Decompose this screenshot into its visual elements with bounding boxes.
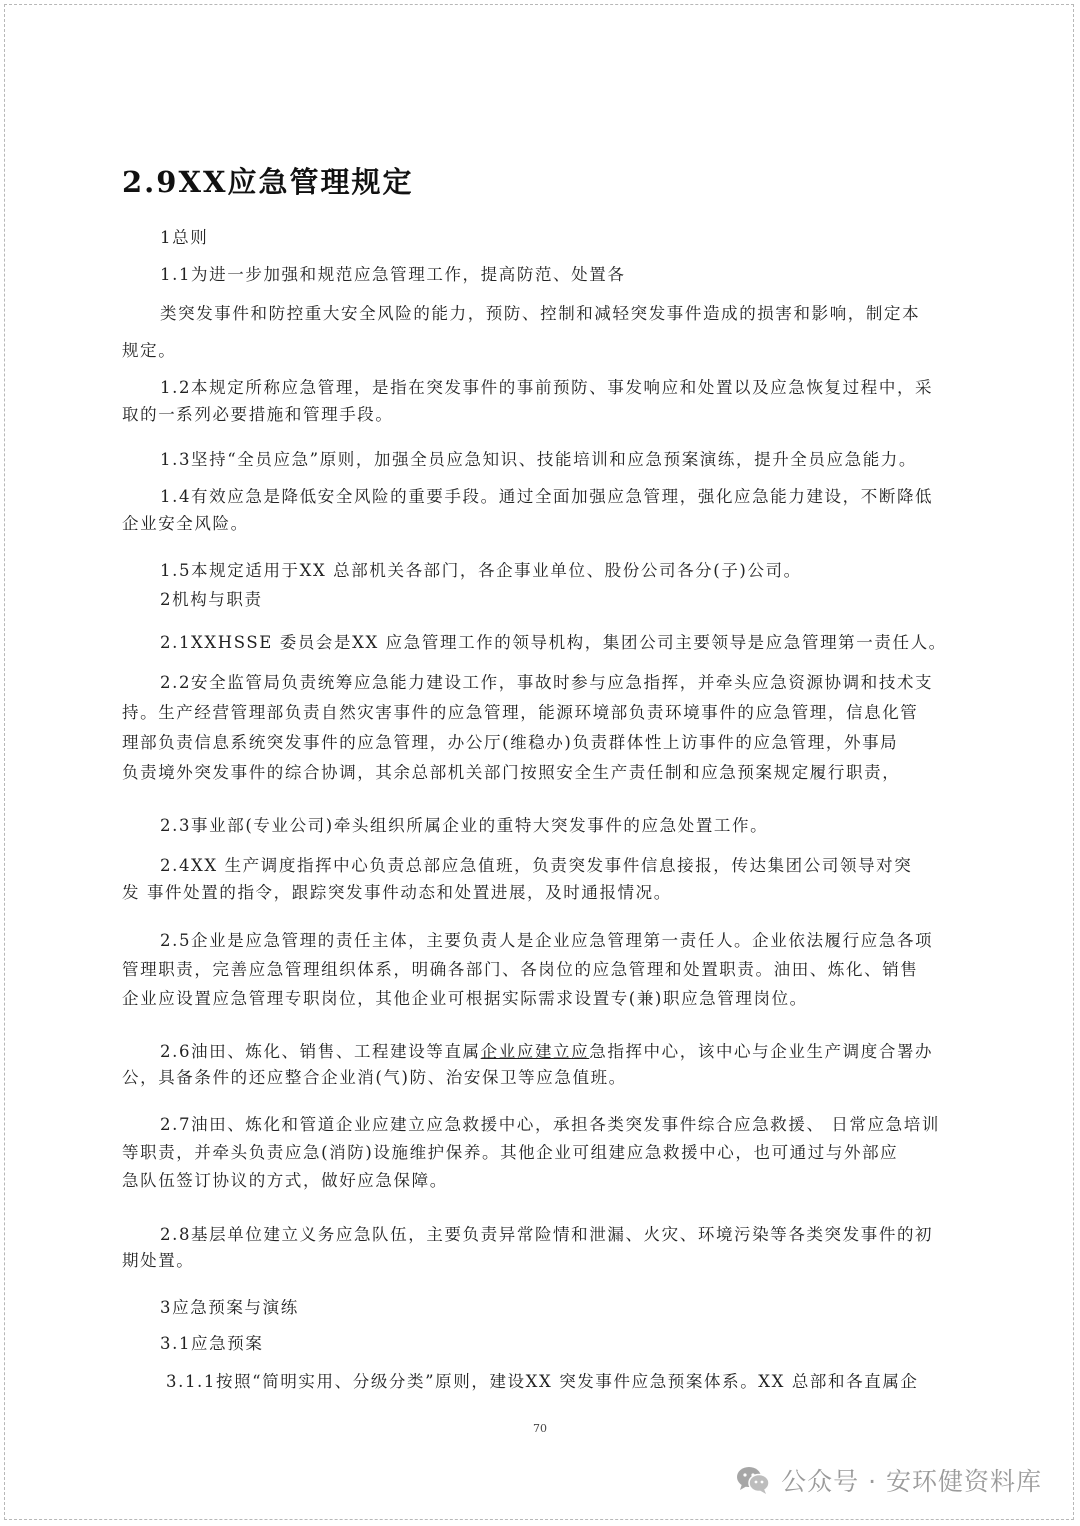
text-line: 3.1应急预案 [160, 1334, 264, 1353]
text-line: 企业应设置应急管理专职岗位，其他企业可根据实际需求设置专(兼)职应急管理岗位。 [122, 989, 808, 1008]
text-line: 1.5本规定适用于XX 总部机关各部门，各企事业单位、股份公司各分(子)公司。 [160, 561, 802, 580]
text-line: 类突发事件和防控重大安全风险的能力，预防、控制和减轻突发事件造成的损害和影响，制定本 [160, 304, 921, 323]
text-line: 负责境外突发事件的综合协调，其余总部机关部门按照安全生产责任制和应急预案规定履行职责， [122, 763, 901, 782]
text-line: 2.2安全监管局负责统筹应急能力建设工作，事故时参与应急指挥，并牵头应急资源协调和技术支 [160, 673, 934, 692]
text-line: 理部负责信息系统突发事件的应急管理，办公厅(维稳办)负责群体性上访事件的应急管理，外事局 [122, 733, 899, 752]
text-line: 3.1.1按照“简明实用、分级分类”原则，建设XX 突发事件应急预案体系。XX 总部和各直属企 [166, 1372, 919, 1391]
text-line: 持。生产经营管理部负责自然灾害事件的应急管理，能源环境部负责环境事件的应急管理，信息化管 [122, 703, 919, 722]
text-line: 2.7油田、炼化和管道企业应建立应急救援中心，承担各类突发事件综合应急救援、 日常应急培训 [160, 1115, 940, 1134]
text-line: 2.1XXHSSE 委员会是XX 应急管理工作的领导机构，集团公司主要领导是应急管理第一责任人。 [160, 633, 947, 652]
text-line: 期处置。 [122, 1251, 195, 1270]
text-line: 1.1为进一步加强和规范应急管理工作，提高防范、处置各 [160, 265, 626, 284]
watermark-text: 公众号 · 安环健资料库 [781, 1467, 1042, 1496]
text-line: 2.4XX 生产调度指挥中心负责总部应急值班，负责突发事件信息接报，传达集团公司领导对突 [160, 856, 913, 875]
text-line: 发 事件处置的指令，跟踪突发事件动态和处置进展，及时通报情况。 [122, 883, 672, 902]
text-line: 管理职责，完善应急管理组织体系，明确各部门、各岗位的应急管理和处置职责。油田、炼化、销售 [122, 960, 919, 979]
page-number: 70 [533, 1422, 547, 1435]
text-line: 2.6油田、炼化、销售、工程建设等直属企业应建立应急指挥中心，该中心与企业生产调度合署办 [160, 1042, 934, 1061]
text-line: 2机构与职责 [160, 590, 263, 609]
text-line: 2.8基层单位建立义务应急队伍，主要负责异常险情和泄漏、火灾、环境污染等各类突发事件的初 [160, 1225, 934, 1244]
text-line: 2.5企业是应急管理的责任主体，主要负责人是企业应急管理第一责任人。企业依法履行应急各项 [160, 931, 934, 950]
text-line: 1.4有效应急是降低安全风险的重要手段。通过全面加强应急管理，强化应急能力建设，不断降低 [160, 487, 934, 506]
text-line: 企业安全风险。 [122, 514, 249, 533]
text-line: 3应急预案与演练 [160, 1298, 299, 1317]
text-line: 急队伍签订协议的方式，做好应急保障。 [122, 1171, 448, 1190]
text-line: 等职责，并牵头负责应急(消防)设施维护保养。其他企业可组建应急救援中心，也可通过与外部应 [122, 1143, 899, 1162]
text-line: 规定。 [122, 341, 177, 360]
text-line: 1.3坚持“全员应急”原则，加强全员应急知识、技能培训和应急预案演练，提升全员应急能力。 [160, 450, 918, 469]
text-line: 公，具备条件的还应整合企业消(气)防、治安保卫等应急值班。 [122, 1068, 627, 1087]
section-title: 2.9XX应急管理规定 [122, 165, 414, 199]
text-line: 1总则 [160, 228, 209, 247]
text-line: 2.3事业部(专业公司)牵头组织所属企业的重特大突发事件的应急处置工作。 [160, 816, 769, 835]
text-line: 取的一系列必要措施和管理手段。 [122, 405, 394, 424]
underlined-phrase: 企业应建立应 [480, 1042, 590, 1061]
watermark [735, 1460, 1042, 1500]
wechat-icon [735, 1465, 771, 1495]
text-line: 1.2本规定所称应急管理，是指在突发事件的事前预防、事发响应和处置以及应急恢复过程中，采 [160, 378, 934, 397]
